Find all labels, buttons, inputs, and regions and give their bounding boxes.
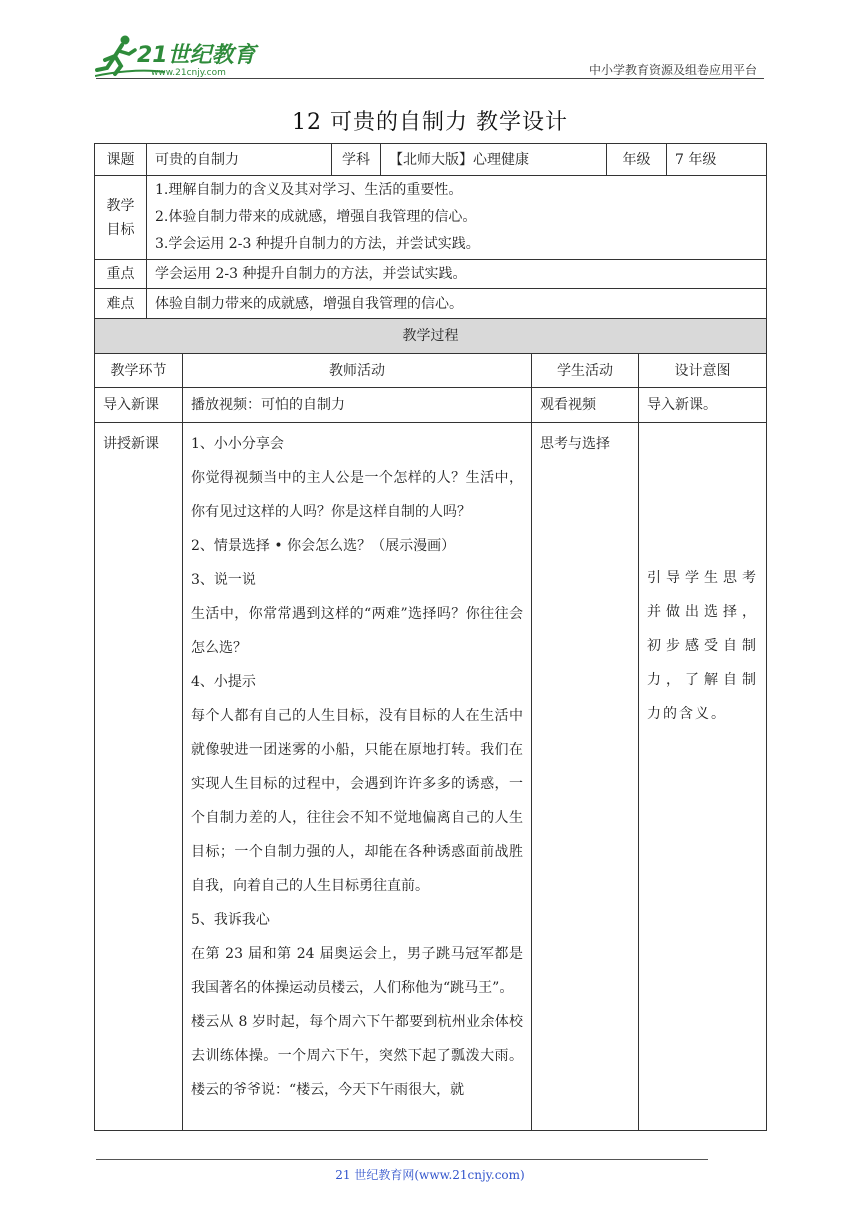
platform-name: 中小学教育资源及组卷应用平台 bbox=[588, 63, 757, 77]
teacher-line: 4、小提示 bbox=[191, 674, 256, 690]
topic-value: 可贵的自制力 bbox=[147, 144, 332, 176]
difficulty-value: 体验自制力带来的成就感，增强自我管理的信心。 bbox=[147, 289, 767, 319]
grade-value: 7 年级 bbox=[667, 144, 767, 176]
process-section-title: 教学过程 bbox=[95, 319, 767, 354]
teacher-line: 5、我诉我心 bbox=[191, 912, 270, 928]
grade-label: 年级 bbox=[607, 144, 667, 176]
svg-text:21世纪教育: 21世纪教育 bbox=[137, 43, 256, 68]
teacher-line: 2、情景选择 • 你会怎么选？（展示漫画） bbox=[191, 538, 456, 554]
header-stage: 教学环节 bbox=[95, 354, 183, 388]
teacher-line: 3、说一说 bbox=[191, 572, 256, 588]
header-teacher: 教师活动 bbox=[183, 354, 532, 388]
process-section-row bbox=[95, 319, 767, 354]
difficulty-label: 难点 bbox=[95, 289, 147, 319]
topic-label: 课题 bbox=[95, 144, 147, 176]
document-title: 12 可贵的自制力 教学设计 bbox=[292, 110, 568, 135]
footer-divider bbox=[96, 1159, 708, 1160]
goals-row bbox=[95, 176, 767, 260]
process-header-row bbox=[95, 354, 767, 388]
lecture-stage bbox=[95, 423, 183, 1131]
goals-label bbox=[95, 176, 147, 260]
lecture-student-text: 思考与选择 bbox=[540, 436, 610, 452]
goal-item: 3.学会运用 2-3 种提升自制力的方法，并尝试实践。 bbox=[155, 236, 480, 252]
lecture-intent bbox=[639, 423, 767, 1131]
intro-row bbox=[95, 388, 767, 423]
page-header bbox=[0, 0, 860, 90]
intro-stage: 导入新课 bbox=[95, 388, 183, 423]
lecture-stage-text: 讲授新课 bbox=[103, 436, 159, 452]
goals-label-text: 教学目标 bbox=[106, 197, 135, 238]
difficulty-row bbox=[95, 289, 767, 319]
svg-text:www.21cnjy.com: www.21cnjy.com bbox=[151, 68, 226, 78]
teacher-line: 你觉得视频当中的主人公是一个怎样的人？生活中，你有见过这样的人吗？你是这样自制的人吗？ bbox=[191, 470, 523, 520]
intro-student: 观看视频 bbox=[532, 388, 639, 423]
header-student: 学生活动 bbox=[532, 354, 639, 388]
lecture-teacher bbox=[183, 423, 532, 1131]
goal-item: 1.理解自制力的含义及其对学习、生活的重要性。 bbox=[155, 182, 463, 198]
teacher-line: 楼云从 8 岁时起，每个周六下午都要到杭州业余体校去训练体操。一个周六下午，突然下起了瓢泼大雨。楼云的爷爷说：“楼云，今天下午雨很大，就 bbox=[191, 1014, 523, 1098]
header-divider bbox=[96, 78, 764, 79]
teaching-process-table bbox=[94, 318, 767, 1131]
logo bbox=[95, 32, 265, 78]
lecture-row bbox=[95, 423, 767, 1131]
runner-logo-icon bbox=[95, 32, 265, 78]
key-point-label: 重点 bbox=[95, 260, 147, 289]
footer-link[interactable]: 21 世纪教育网(www.21cnjy.com) bbox=[335, 1168, 525, 1182]
teacher-line: 在第 23 届和第 24 届奥运会上，男子跳马冠军都是我国著名的体操运动员楼云，人们称他为“跳马王”。 bbox=[191, 946, 523, 996]
subject-label: 学科 bbox=[332, 144, 381, 176]
lesson-info-table bbox=[94, 143, 767, 319]
intro-teacher: 播放视频：可怕的自制力 bbox=[183, 388, 532, 423]
intro-intent: 导入新课。 bbox=[639, 388, 767, 423]
teacher-line: 1、小小分享会 bbox=[191, 436, 284, 452]
goals-value bbox=[147, 176, 767, 260]
topic-row bbox=[95, 144, 767, 176]
goal-item: 2.体验自制力带来的成就感，增强自我管理的信心。 bbox=[155, 209, 477, 225]
teacher-line: 每个人都有自己的人生目标，没有目标的人在生活中就像驶进一团迷雾的小船，只能在原地打转。我们在实现人生目标的过程中，会遇到许许多多的诱惑，一个自制力差的人，往往会不知不觉地偏离自己的人生目标；一个自制力强的人，却能在各种诱惑面前战胜自我，向着自己的人生目标勇往直前。 bbox=[191, 708, 523, 894]
key-point-value: 学会运用 2-3 种提升自制力的方法，并尝试实践。 bbox=[147, 260, 767, 289]
teacher-line: 生活中，你常常遇到这样的“两难”选择吗？你往往会怎么选？ bbox=[191, 606, 523, 656]
header-intent: 设计意图 bbox=[639, 354, 767, 388]
key-point-row bbox=[95, 260, 767, 289]
lecture-intent-text: 引导学生思考并做出选择，初步感受自制力，了解自制力的含义。 bbox=[647, 570, 758, 722]
subject-value: 【北师大版】心理健康 bbox=[381, 144, 607, 176]
lecture-student bbox=[532, 423, 639, 1131]
